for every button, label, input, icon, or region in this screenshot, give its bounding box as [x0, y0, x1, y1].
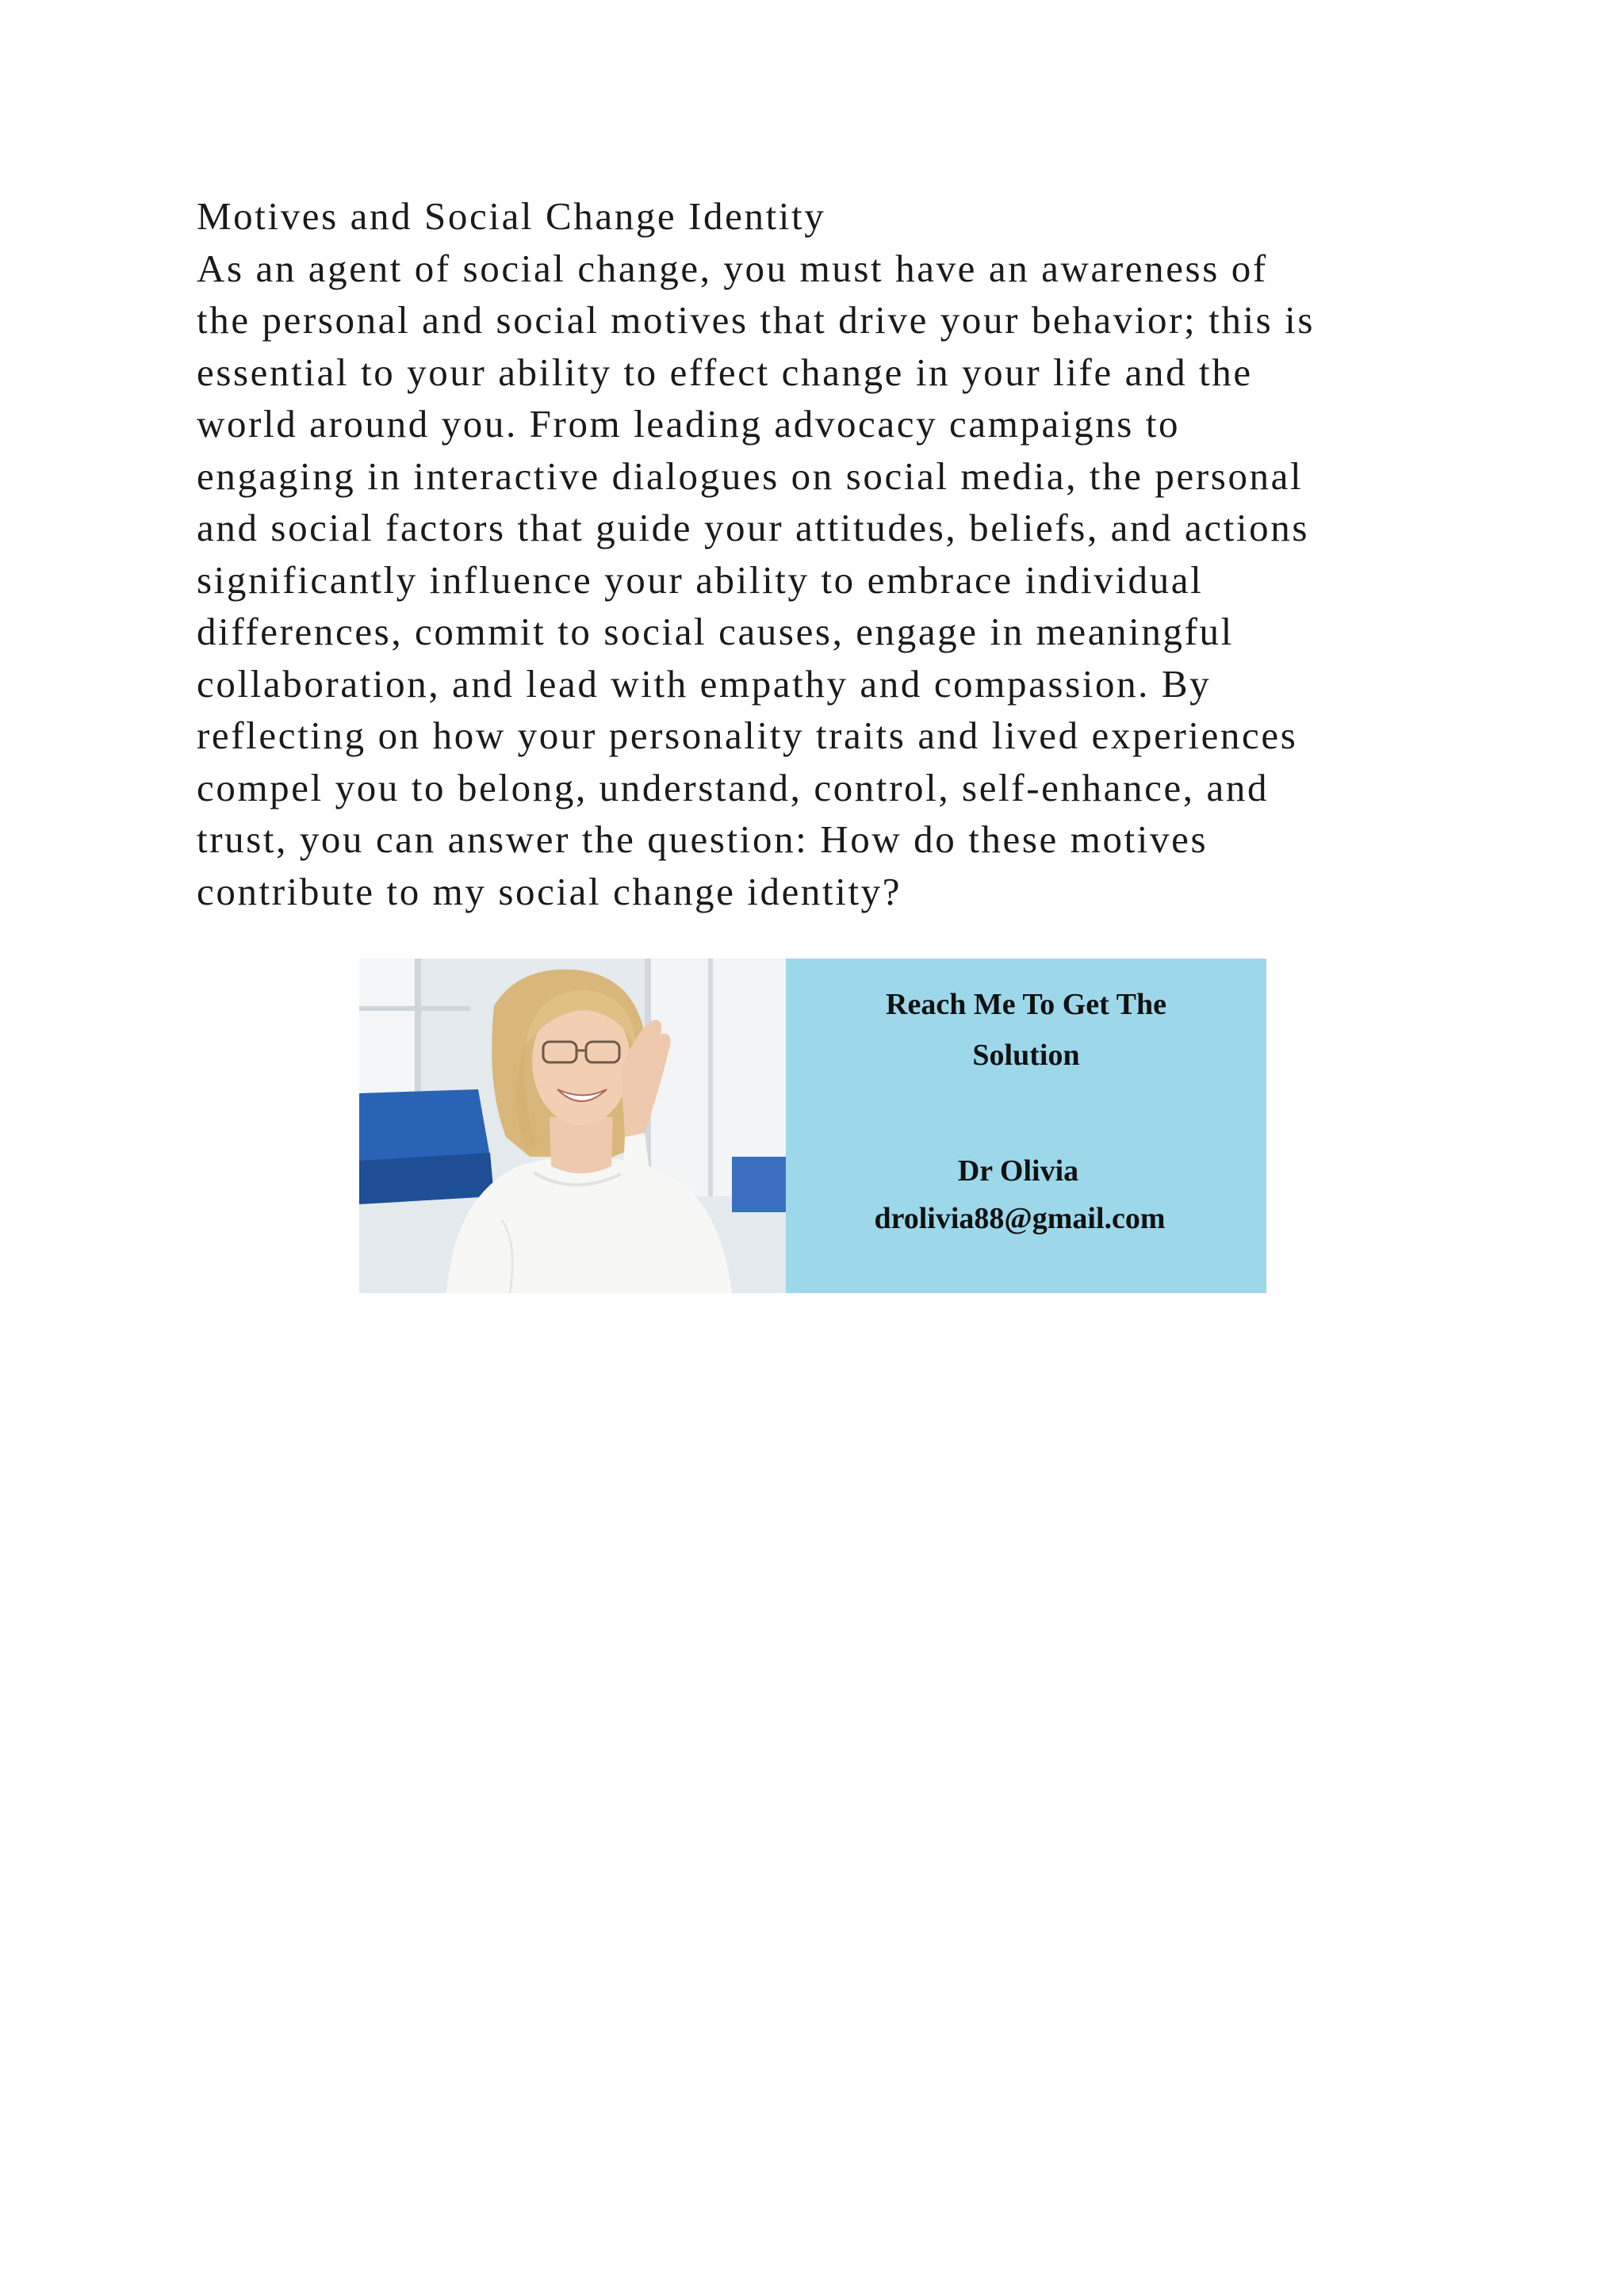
- body-line: reflecting on how your personality traits and lived experiences: [197, 714, 1298, 757]
- body-line: essential to your ability to effect change in your life and the: [197, 350, 1253, 394]
- body-line: significantly influence your ability to embrace individual: [197, 557, 1204, 602]
- body-line: As an agent of social change, you must have an awareness of: [197, 246, 1268, 290]
- contact-name: Dr Olivia: [957, 1154, 1079, 1188]
- body-line: collaboration, and lead with empathy and compassion. By: [197, 661, 1212, 706]
- document-title: Motives and Social Change Identity: [197, 194, 826, 238]
- woman-photo: [359, 959, 786, 1293]
- body-line: contribute to my social change identity?: [197, 869, 902, 913]
- contact-banner: [359, 959, 1266, 1293]
- body-line: the personal and social motives that drive your behavior; this is: [197, 298, 1316, 342]
- body-line: and social factors that guide your attitudes, beliefs, and actions: [197, 506, 1310, 549]
- body-line: engaging in interactive dialogues on social media, the personal: [197, 453, 1304, 498]
- contact-info-panel: [786, 959, 1266, 1293]
- document-text: [197, 190, 1434, 917]
- banner-headline: Reach Me To Get The: [886, 988, 1166, 1021]
- body-line: differences, commit to social causes, engage in meaningful: [197, 610, 1234, 653]
- body-line: trust, you can answer the question: How do these motives: [197, 817, 1208, 861]
- body-line: world around you. From leading advocacy campaigns to: [197, 402, 1181, 446]
- banner-headline-2: Solution: [972, 1039, 1080, 1072]
- body-line: compel you to belong, understand, control, self-enhance, and: [197, 765, 1270, 809]
- contact-email: drolivia88@gmail.com: [874, 1202, 1166, 1235]
